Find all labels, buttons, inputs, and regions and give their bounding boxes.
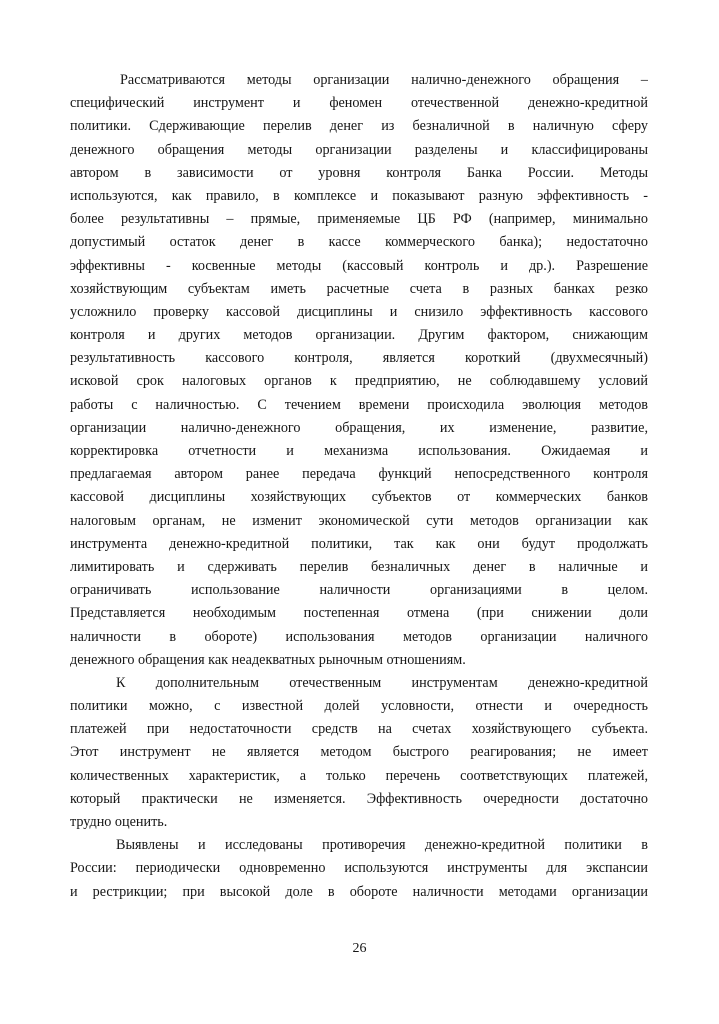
text-line: результативность кассового контроля, является короткий (двухмесячный): [70, 350, 648, 367]
text-line: ограничивать использование наличности организациями в целом.: [70, 582, 648, 599]
text-line: исковой срок налоговых органов к предприятию, не соблюдавшему условий: [70, 373, 648, 390]
text-line: работы с наличностью. С течением времени происходила эволюция методов: [70, 396, 648, 413]
text-line: специфический инструмент и феномен отечественной денежно-кредитной: [70, 95, 648, 112]
text-line: лимитировать и сдерживать перелив безналичных денег в наличные и: [70, 558, 648, 575]
text-line: используются, как правило, в комплексе и показывают разную эффективность -: [70, 187, 648, 204]
text-line: Представляется необходимым постепенная отмена (при снижении доли: [70, 605, 648, 622]
text-line: организации налично-денежного обращения, их изменение, развитие,: [70, 419, 648, 436]
text-line: эффективны - косвенные методы (кассовый контроль и др.). Разрешение: [70, 257, 648, 274]
text-line: наличности в обороте) использования методов организации наличного: [70, 628, 648, 645]
text-line: хозяйствующим субъектам иметь расчетные счета в разных банках резко: [70, 280, 648, 297]
text-line: более результативны – прямые, применяемые ЦБ РФ (например, минимально: [70, 211, 648, 228]
paragraph-organization-methods: [70, 69, 648, 672]
text-line: усложнило проверку кассовой дисциплины и снизило эффективность кассового: [70, 303, 648, 320]
text-line: политики можно, с известной долей условности, отнести и очередность: [70, 698, 648, 715]
text-line: денежного обращения методы организации разделены и классифицированы: [70, 141, 648, 158]
text-line: количественных характеристик, а только перечень соответствующих платежей,: [70, 767, 648, 784]
text-line: допустимый остаток денег в кассе коммерческого банка); недостаточно: [70, 234, 648, 251]
text-line: Этот инструмент не является методом быстрого реагирования; не имеет: [70, 744, 648, 761]
text-line: кассовой дисциплины хозяйствующих субъектов от коммерческих банков: [70, 489, 648, 506]
text-line: инструмента денежно-кредитной политики, так как они будут продолжать: [70, 535, 648, 552]
text-line: трудно оценить.: [70, 814, 168, 830]
text-line: предлагаемая автором ранее передача функций непосредственного контроля: [70, 466, 648, 483]
text-line: Рассматриваются методы организации налично-денежного обращения –: [120, 72, 648, 88]
text-line: контроля и других методов организации. Другим фактором, снижающим: [70, 327, 648, 344]
body-text: [70, 69, 648, 904]
text-line: автором в зависимости от уровня контроля Банка России. Методы: [70, 164, 648, 181]
text-line: денежного обращения как неадекватных рыночным отношениям.: [70, 651, 466, 668]
text-line: и рестрикции; при высокой доле в обороте наличности методами организации: [70, 883, 648, 900]
text-line: России: периодически одновременно используются инструменты для экспансии: [70, 860, 648, 877]
text-line: корректировка отчетности и механизма использования. Ожидаемая и: [70, 443, 648, 459]
text-line: налоговым органам, не изменит экономической сути методов организации как: [70, 512, 648, 529]
text-line: Выявлены и исследованы противоречия денежно-кредитной политики в: [116, 837, 648, 854]
text-line: который практически не изменяется. Эффективность очередности достаточно: [70, 790, 648, 807]
text-line: платежей при недостаточности средств на счетах хозяйствующего субъекта.: [70, 721, 648, 738]
paragraph-payment-priority: [70, 672, 648, 834]
page-number: 26: [352, 941, 367, 956]
text-line: политики. Сдерживающие перелив денег из безналичной в наличную сферу: [70, 118, 648, 135]
text-line: К дополнительным отечественным инструментам денежно-кредитной: [116, 674, 648, 691]
paragraph-contradictions: [70, 834, 648, 904]
